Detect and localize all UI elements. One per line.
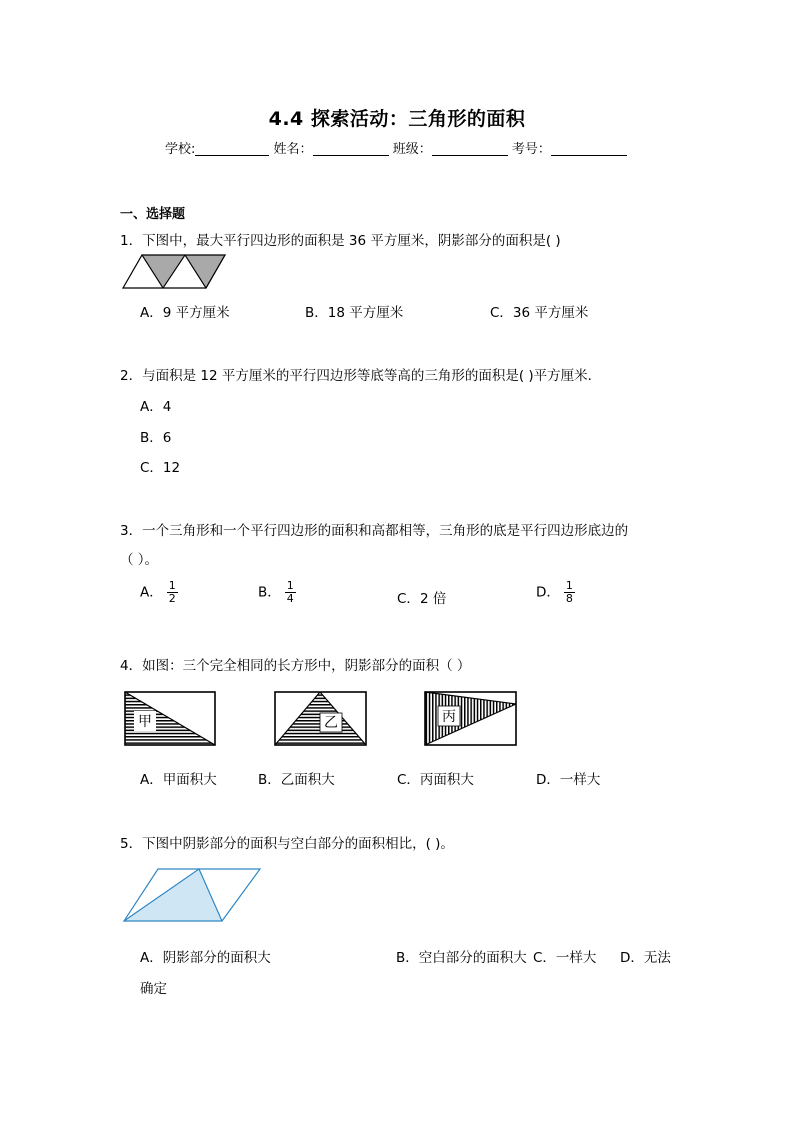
q2-option-b[interactable]: B．6 xyxy=(140,430,172,446)
q4-yi-label: 乙 xyxy=(324,715,338,731)
fraction-denominator: 8 xyxy=(565,592,573,605)
q3-option-d-letter: D． xyxy=(536,584,560,601)
q5-option-d[interactable]: D．无法 xyxy=(620,950,671,966)
fraction-numerator: 1 xyxy=(286,579,294,592)
q4-jia-label: 甲 xyxy=(138,714,152,730)
q5-option-a[interactable]: A．阴影部分的面积大 xyxy=(140,950,271,966)
q4-bing-label: 丙 xyxy=(442,709,456,725)
question-5-figure xyxy=(122,867,262,925)
q3-option-a-letter: A． xyxy=(140,584,163,601)
q5-option-c[interactable]: C．一样大 xyxy=(533,950,597,966)
q4-option-a[interactable]: A．甲面积大 xyxy=(140,772,217,788)
fraction-denominator: 2 xyxy=(168,592,176,605)
class-label: 班级： xyxy=(392,142,432,157)
fraction-denominator: 4 xyxy=(286,592,294,605)
question-3-text-line2: （ ）。 xyxy=(120,552,159,568)
fraction-numerator: 1 xyxy=(168,579,176,592)
q5-option-d-continued: 确定 xyxy=(140,981,167,997)
name-label: 姓名： xyxy=(273,142,313,157)
q1-option-b[interactable]: B．18 平方厘米 xyxy=(305,305,404,321)
q2-option-c[interactable]: C．12 xyxy=(140,460,181,476)
section-title: 一、选择题 xyxy=(120,207,186,222)
q3-option-b-letter: B． xyxy=(258,584,281,601)
question-3-text-line1: 3．一个三角形和一个平行四边形的面积和高都相等，三角形的底是平行四边形底边的 xyxy=(120,523,629,539)
question-4-text: 4．如图：三个完全相同的长方形中，阴影部分的面积（ ） xyxy=(120,658,471,674)
exam-no-label: 考号： xyxy=(511,142,551,157)
question-5-text: 5．下图中阴影部分的面积与空白部分的面积相比，( )。 xyxy=(120,836,454,852)
question-1-text: 1．下图中，最大平行四边形的面积是 36 平方厘米，阴影部分的面积是( ) xyxy=(120,233,561,249)
fraction-numerator: 1 xyxy=(565,579,573,592)
q1-option-c[interactable]: C．36 平方厘米 xyxy=(490,305,589,321)
q4-option-d[interactable]: D．一样大 xyxy=(536,772,601,788)
q3-option-c-letter: C． xyxy=(397,591,420,607)
q5-option-b[interactable]: B．空白部分的面积大 xyxy=(396,950,527,966)
question-2-text: 2．与面积是 12 平方厘米的平行四边形等底等高的三角形的面积是( )平方厘米． xyxy=(120,368,602,384)
q3-option-c-value: 2 倍 xyxy=(419,591,447,607)
page-title: 4.4 探索活动：三角形的面积 xyxy=(268,108,526,130)
q1-option-a[interactable]: A．9 平方厘米 xyxy=(140,305,230,321)
q4-option-c[interactable]: C．丙面积大 xyxy=(397,772,474,788)
q5-shaded-triangle xyxy=(124,869,222,921)
q4-option-b[interactable]: B．乙面积大 xyxy=(258,772,335,788)
school-label: 学校: xyxy=(165,142,196,157)
q2-option-a[interactable]: A．4 xyxy=(140,399,172,415)
